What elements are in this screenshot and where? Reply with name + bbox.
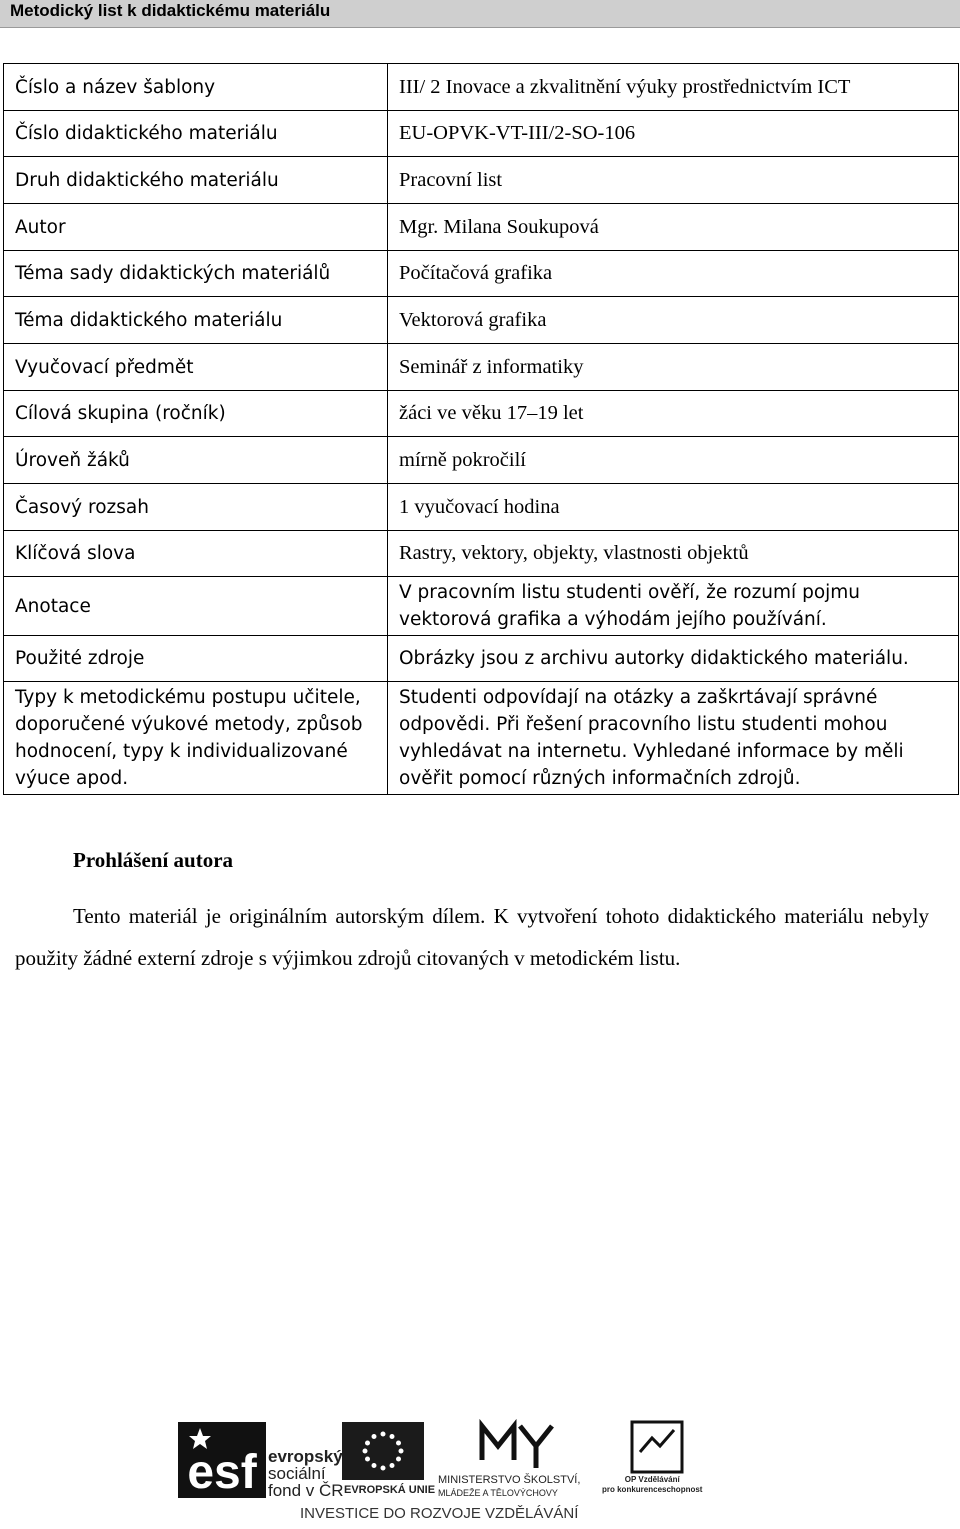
declaration-title: Prohlášení autora: [73, 848, 234, 872]
table-row: [4, 64, 959, 111]
row-value: mírně pokročilí: [388, 437, 959, 484]
metadata-table: [3, 63, 959, 795]
table-row: [4, 111, 959, 157]
msmt-line1: MINISTERSTVO ŠKOLSTVÍ,: [438, 1474, 581, 1486]
msmt-logo: [482, 1426, 552, 1468]
row-value: Počítačová grafika: [388, 251, 959, 297]
eu-label: EVROPSKÁ UNIE: [344, 1484, 436, 1496]
table-row: [4, 531, 959, 577]
header-title: Metodický list k didaktickému materiálu: [10, 1, 331, 20]
esf-line2: sociální: [268, 1464, 326, 1483]
row-label: Použité zdroje: [4, 636, 388, 682]
row-value: Obrázky jsou z archivu autorky didaktického materiálu.: [388, 636, 959, 682]
esf-line1: evropský: [268, 1447, 343, 1466]
row-value: Seminář z informatiky: [388, 344, 959, 391]
table-row: [4, 297, 959, 344]
row-value: Vektorová grafika: [388, 297, 959, 344]
row-label: Autor: [4, 204, 388, 251]
op-logo: [632, 1422, 682, 1472]
row-label: Klíčová slova: [4, 531, 388, 577]
declaration-text: Tento materiál je originálním autorským dílem. K vytvoření tohoto didaktického materiálu nebyly použity žádné externí zdroje s výjimkou zdrojů citovaných v metodickém listu.: [15, 904, 929, 970]
row-label: Číslo didaktického materiálu: [4, 111, 388, 157]
row-label: Časový rozsah: [4, 484, 388, 531]
esf-text: [268, 1448, 344, 1499]
eu-flag-logo: [342, 1422, 424, 1480]
row-label: Vyučovací předmět: [4, 344, 388, 391]
row-label: Druh didaktického materiálu: [4, 157, 388, 204]
row-label: Cílová skupina (ročník): [4, 391, 388, 437]
row-label: Téma sady didaktických materiálů: [4, 251, 388, 297]
row-value: žáci ve věku 17–19 let: [388, 391, 959, 437]
table-row: [4, 636, 959, 682]
msmt-text: [438, 1474, 580, 1500]
row-value: Studenti odpovídají na otázky a zaškrtávají správné odpovědi. Při řešení pracovního listu studenti mohou vyhledávat na internetu. Vyhledané informace by měli ověřit pomocí různých informačních zdrojů.: [388, 682, 959, 795]
row-value: Rastry, vektory, objekty, vlastnosti objektů: [388, 531, 959, 577]
table-row: [4, 344, 959, 391]
logo-caption: INVESTICE DO ROZVOJE VZDĚLÁVÁNÍ: [300, 1505, 579, 1522]
row-value: V pracovním listu studenti ověří, že rozumí pojmu vektorová grafika a výhodám jejího používání.: [388, 577, 959, 636]
row-value: EU-OPVK-VT-III/2-SO-106: [388, 111, 959, 157]
svg-text:esf: esf: [187, 1446, 257, 1499]
row-label: Typy k metodickému postupu učitele, doporučené výukové metody, způsob hodnocení, typy k individualizované výuce apod.: [4, 682, 388, 795]
row-value: Pracovní list: [388, 157, 959, 204]
op-text: [602, 1475, 702, 1495]
op-line2: pro konkurenceschopnost: [602, 1485, 703, 1494]
table-row: [4, 682, 959, 795]
document-header: [0, 0, 960, 28]
row-label: Číslo a název šablony: [4, 64, 388, 111]
table-row: [4, 251, 959, 297]
row-label: Úroveň žáků: [4, 437, 388, 484]
row-value: Mgr. Milana Soukupová: [388, 204, 959, 251]
esf-logo: [178, 1422, 266, 1499]
row-value: 1 vyučovací hodina: [388, 484, 959, 531]
row-label: Téma didaktického materiálu: [4, 297, 388, 344]
msmt-line2: MLÁDEŽE A TĚLOVÝCHOVY: [438, 1488, 558, 1498]
row-value: III/ 2 Inovace a zkvalitnění výuky prostřednictvím ICT: [388, 64, 959, 111]
table-row: [4, 577, 959, 636]
table-row: [4, 437, 959, 484]
table-row: [4, 391, 959, 437]
table-row: [4, 204, 959, 251]
table-row: [4, 484, 959, 531]
op-line1: OP Vzdělávání: [624, 1475, 680, 1484]
esf-line3: fond v ČR: [268, 1481, 344, 1500]
table-row: [4, 157, 959, 204]
row-label: Anotace: [4, 577, 388, 636]
